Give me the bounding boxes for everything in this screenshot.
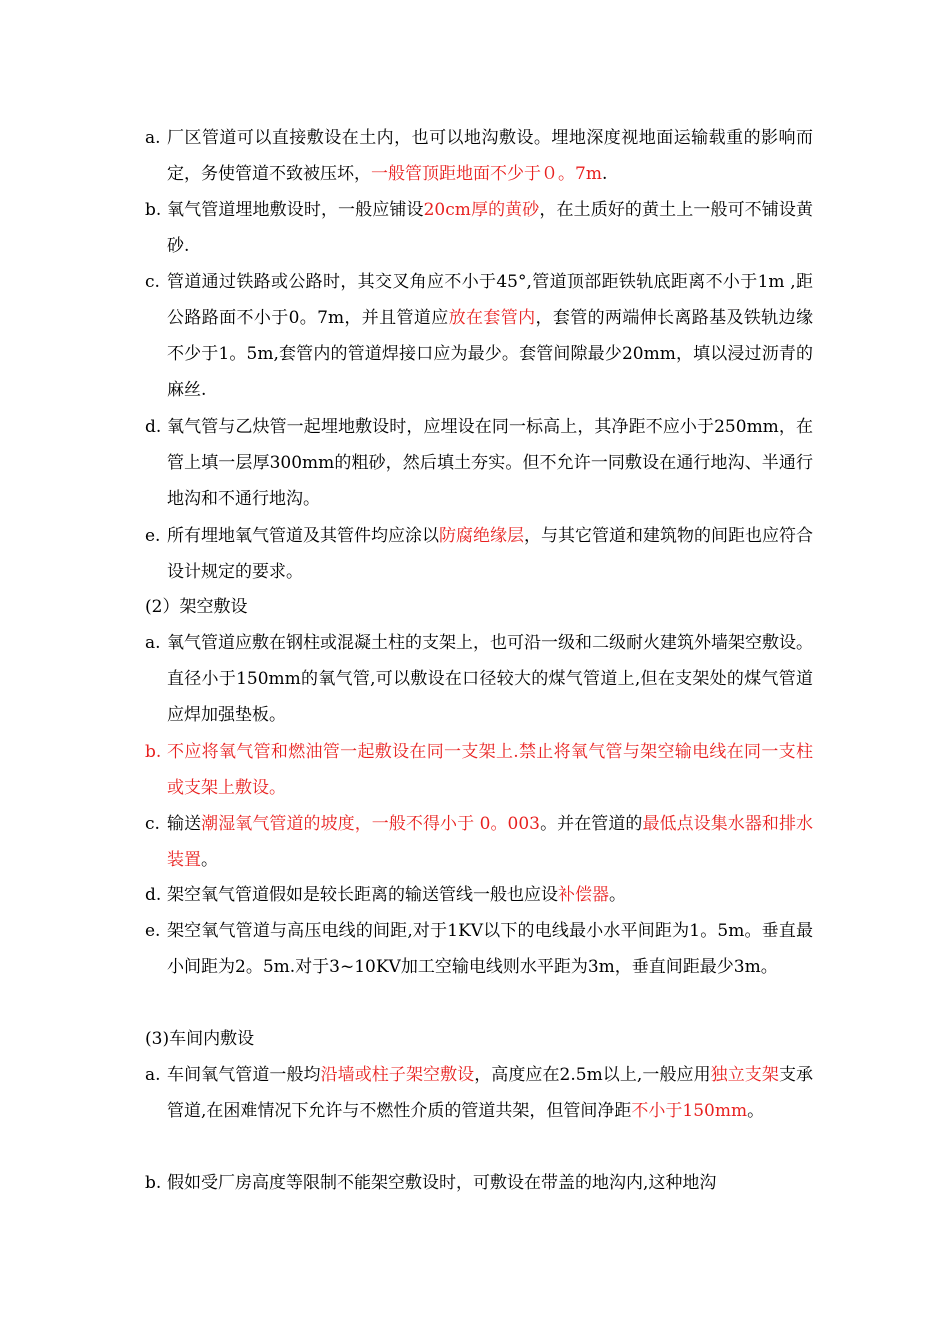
highlight-text: 潮湿氧气管道的坡度，一般不得小于 0。003 (201, 814, 541, 834)
item-label: c. (145, 272, 160, 292)
text-run: 厂区管道可以直接敷设在土内，也可以地沟敷设。埋地深度视地面运输载重的影响而定，务使管道不致被压坏， (167, 128, 813, 184)
item-text (167, 806, 813, 878)
section-heading-indoor: (3)车间内敷设 (145, 1029, 255, 1049)
item-label: c. (145, 814, 160, 834)
text-run: 。 (201, 850, 218, 870)
text-run: 管道通过铁路或公路时，其交叉角应不小于45°,管道顶部距铁轨底距离不小于1m ,距公路路面不小于0。7m，并且管道应 (167, 272, 813, 328)
item-label: b. (145, 200, 162, 220)
highlight-text: 最低点设集水器和排水装置 (167, 814, 814, 870)
text-run: 。并在管道的 (540, 814, 643, 834)
text-run: 。 (747, 1101, 765, 1121)
text-run: 所有埋地氧气管道及其管件均应涂以 (167, 526, 439, 546)
highlight-text: 一般管顶距地面不少于０。7m (371, 164, 602, 184)
section-heading-overhead: (2）架空敷设 (145, 597, 248, 617)
item-text: 假如受厂房高度等限制不能架空敷设时，可敷设在带盖的地沟内,这种地沟 (167, 1173, 717, 1193)
item-label: a. (145, 633, 161, 653)
item-text: 架空氧气管道与高压电线的间距,对于1KV以下的电线最小水平间距为1。5m。垂直最小间距为2。5m.对于3~10KV加工空输电线则水平距为3m，垂直间距最少3m。 (167, 921, 813, 977)
highlight-text: 不小于150mm (631, 1101, 748, 1121)
item-text: 氧气管道应敷在钢柱或混凝土柱的支架上，也可沿一级和二级耐火建筑外墙架空敷设。直径小于150mm的氧气管,可以敷设在口径较大的煤气管道上,但在支架处的煤气管道应焊加强垫板。 (167, 633, 813, 725)
text-run: 输送 (167, 814, 202, 834)
text-run: ，在土质好的黄土上一般可不铺设黄砂. (167, 200, 813, 256)
highlight-text: 沿墙或柱子架空敷设 (320, 1065, 475, 1085)
text-run: 支承管道,在困难情况下允许与不燃性介质的管道共架，但管间净距 (167, 1065, 814, 1121)
highlight-text: 防腐绝缘层 (439, 526, 524, 546)
list-item-1e (145, 518, 813, 590)
text-run: ，与其它管道和建筑物的间距也应符合设计规定的要求。 (167, 526, 813, 582)
item-label: e. (145, 921, 161, 941)
highlight-text: 放在套管内 (448, 308, 536, 328)
item-text (167, 518, 813, 590)
list-item-2b (145, 734, 813, 806)
item-label: e. (145, 526, 161, 546)
item-text (167, 877, 813, 913)
highlight-text: 20cm厚的黄砂 (423, 200, 540, 220)
text-run: . (601, 164, 608, 184)
item-label: d. (145, 417, 162, 437)
text-run: ，套管的两端伸长离路基及铁轨边缘不少于1。5m,套管内的管道焊接口应为最少。套管间隙最少20mm，填以浸过沥青的麻丝. (167, 308, 813, 400)
list-item-3a (145, 1057, 813, 1129)
text-run: 架空氧气管道假如是较长距离的输送管线一般也应设 (167, 885, 558, 905)
list-item-2a (145, 625, 813, 733)
item-label: b. (145, 1173, 162, 1193)
highlight-text: 独立支架 (710, 1065, 779, 1085)
list-item-3b (145, 1165, 813, 1201)
item-text: 氧气管与乙炔管一起埋地敷设时，应埋设在同一标高上，其净距不应小于250mm，在管上填一层厚300mm的粗砂，然后填土夯实。但不允许一同敷设在通行地沟、半通行地沟和不通行地沟。 (167, 417, 813, 509)
item-text (167, 1057, 813, 1129)
item-text (167, 264, 813, 408)
highlight-text: 补偿器 (558, 885, 609, 905)
item-label: b. (145, 742, 162, 762)
list-item-2d (145, 877, 813, 913)
list-item-1d (145, 409, 813, 517)
item-label: a. (145, 128, 161, 148)
list-item-1a (145, 120, 813, 192)
text-run: 氧气管道埋地敷设时，一般应铺设 (167, 200, 424, 220)
text-run: ，高度应在2.5m以上,一般应用 (474, 1065, 711, 1085)
list-item-2c (145, 806, 813, 878)
list-item-1c (145, 264, 813, 408)
text-run: 车间氧气管道一般均 (167, 1065, 321, 1085)
text-run: 。 (609, 885, 626, 905)
highlight-text: 不应将氧气管和燃油管一起敷设在同一支架上.禁止将氧气管与架空输电线在同一支柱或支架上敷设。 (167, 742, 813, 798)
item-label: d. (145, 885, 162, 905)
list-item-1b (145, 192, 813, 264)
item-label: a. (145, 1065, 161, 1085)
item-text (167, 120, 813, 192)
item-text (167, 192, 813, 264)
list-item-2e (145, 913, 813, 985)
